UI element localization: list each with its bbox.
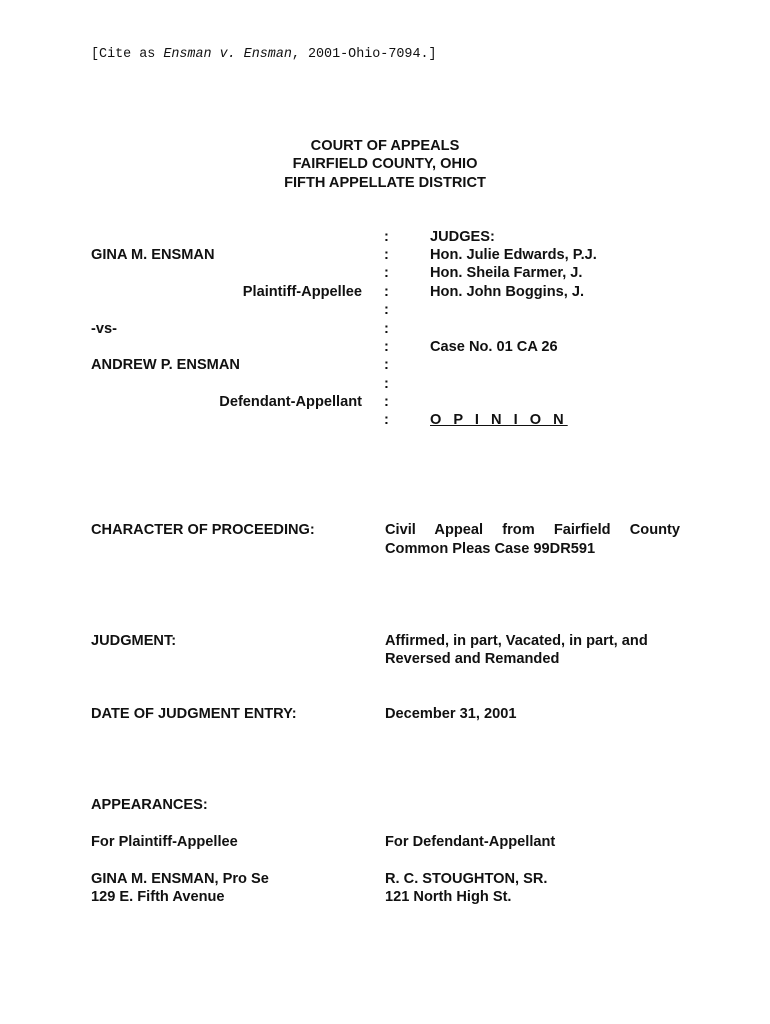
plaintiff-name: GINA M. ENSMAN [91,247,215,263]
caption-colon: : [384,394,389,410]
plaintiff-role: Plaintiff-Appellee [242,284,362,300]
judge-name: Hon. Julie Edwards, P.J. [430,247,597,263]
defendant-name: ANDREW P. ENSMAN [91,357,240,373]
versus-label: -vs- [91,321,117,337]
defendant-role: Defendant-Appellant [219,394,362,410]
judge-name: Hon. John Boggins, J. [430,284,585,300]
proceeding-label: CHARACTER OF PROCEEDING: [91,522,315,538]
citation-line [91,46,437,64]
case-number: Case No. 01 CA 26 [430,339,558,355]
judge-name: Hon. Sheila Farmer, J. [430,265,583,281]
appearances-heading: APPEARANCES: [91,797,208,813]
judges-heading: JUDGES: [430,229,495,245]
caption-colon: : [384,284,389,300]
caption-colon: : [384,265,389,281]
date-entry-label: DATE OF JUDGMENT ENTRY: [91,706,297,722]
proceeding-line2: Common Pleas Case 99DR591 [385,541,596,557]
court-district: FIFTH APPELLATE DISTRICT [284,175,486,191]
citation-suffix: , 2001-Ohio-7094.] [291,47,437,62]
citation-case-name: Ensman v. Ensman [163,47,292,62]
plaintiff-counsel-heading: For Plaintiff-Appellee [91,834,238,850]
court-county: FAIRFIELD COUNTY, OHIO [292,156,478,172]
plaintiff-counsel-address: 129 E. Fifth Avenue [91,889,225,905]
proceeding-line1: Civil Appeal from Fairfield County [385,522,680,538]
caption-colon: : [384,302,389,318]
defendant-counsel-address: 121 North High St. [385,889,512,905]
judgment-line1: Affirmed, in part, Vacated, in part, and [385,633,648,649]
citation-prefix: [Cite as [91,47,164,62]
judgment-line2: Reversed and Remanded [385,651,560,667]
caption-colon: : [384,357,389,373]
court-name: COURT OF APPEALS [310,138,460,154]
caption-colon: : [384,376,389,392]
caption-colon: : [384,229,389,245]
defendant-counsel-name: R. C. STOUGHTON, SR. [385,871,548,887]
plaintiff-counsel-name: GINA M. ENSMAN, Pro Se [91,871,269,887]
caption-colon: : [384,339,389,355]
defendant-counsel-heading: For Defendant-Appellant [385,834,556,850]
caption-colon: : [384,321,389,337]
date-entry-value: December 31, 2001 [385,706,517,722]
caption-colon: : [384,412,389,428]
caption-colon: : [384,247,389,263]
opinion-title: O P I N I O N [430,412,568,428]
judgment-label: JUDGMENT: [91,633,177,649]
